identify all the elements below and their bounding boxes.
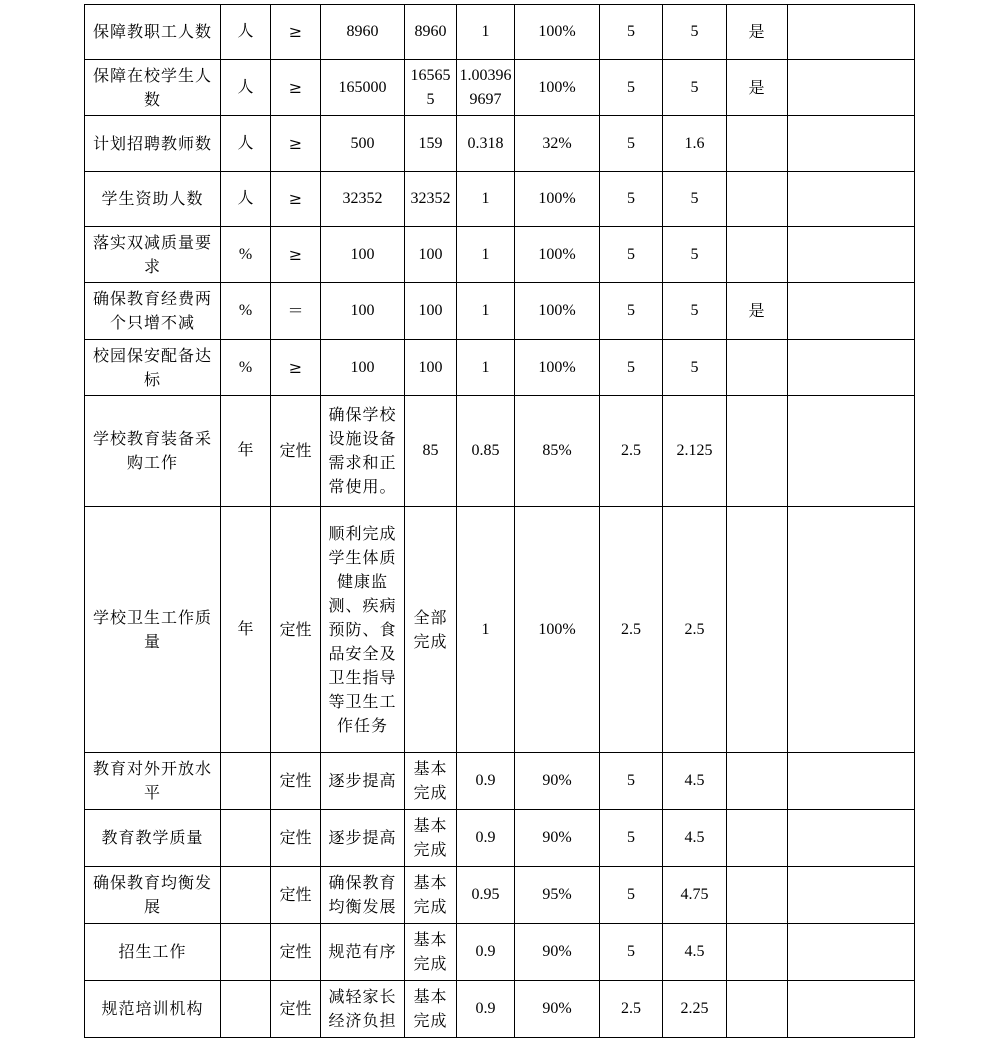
score-cell: 5 bbox=[663, 172, 727, 227]
note-cell bbox=[788, 227, 915, 283]
unit-cell: 人 bbox=[221, 60, 271, 116]
completion-rate-cell: 100% bbox=[515, 172, 600, 227]
flag-cell: 是 bbox=[727, 60, 788, 116]
completion-ratio-cell: 1 bbox=[457, 227, 515, 283]
indicator-name-cell: 确保教育均衡发展 bbox=[85, 867, 221, 924]
score-cell: 5 bbox=[663, 5, 727, 60]
weight-cell: 5 bbox=[600, 172, 663, 227]
table-body bbox=[85, 5, 915, 1038]
unit-cell: 人 bbox=[221, 5, 271, 60]
operator-cell: ≥ bbox=[271, 60, 321, 116]
score-cell: 4.5 bbox=[663, 924, 727, 981]
operator-cell: ≥ bbox=[271, 5, 321, 60]
actual-value-cell: 32352 bbox=[405, 172, 457, 227]
actual-value-cell: 全部完成 bbox=[405, 507, 457, 753]
completion-ratio-cell: 0.9 bbox=[457, 981, 515, 1038]
weight-cell: 5 bbox=[600, 5, 663, 60]
table-row bbox=[85, 283, 915, 340]
completion-rate-cell: 90% bbox=[515, 924, 600, 981]
target-value-cell: 165000 bbox=[321, 60, 405, 116]
score-cell: 4.5 bbox=[663, 753, 727, 810]
table-row bbox=[85, 172, 915, 227]
target-value-cell: 确保教育均衡发展 bbox=[321, 867, 405, 924]
unit-cell bbox=[221, 753, 271, 810]
note-cell bbox=[788, 396, 915, 507]
table-row bbox=[85, 227, 915, 283]
unit-cell bbox=[221, 867, 271, 924]
completion-ratio-cell: 1 bbox=[457, 5, 515, 60]
indicator-name-cell: 学校卫生工作质量 bbox=[85, 507, 221, 753]
completion-rate-cell: 95% bbox=[515, 867, 600, 924]
target-value-cell: 32352 bbox=[321, 172, 405, 227]
completion-ratio-cell: 1 bbox=[457, 340, 515, 396]
table-row bbox=[85, 981, 915, 1038]
weight-cell: 5 bbox=[600, 867, 663, 924]
note-cell bbox=[788, 507, 915, 753]
operator-cell: 定性 bbox=[271, 753, 321, 810]
completion-rate-cell: 90% bbox=[515, 810, 600, 867]
unit-cell: % bbox=[221, 227, 271, 283]
indicator-name-cell: 规范培训机构 bbox=[85, 981, 221, 1038]
indicator-name-cell: 保障在校学生人数 bbox=[85, 60, 221, 116]
indicator-name-cell: 学生资助人数 bbox=[85, 172, 221, 227]
actual-value-cell: 基本完成 bbox=[405, 924, 457, 981]
score-cell: 4.75 bbox=[663, 867, 727, 924]
table-row bbox=[85, 60, 915, 116]
unit-cell: % bbox=[221, 283, 271, 340]
completion-ratio-cell: 0.9 bbox=[457, 753, 515, 810]
weight-cell: 5 bbox=[600, 810, 663, 867]
actual-value-cell: 159 bbox=[405, 116, 457, 172]
unit-cell bbox=[221, 810, 271, 867]
table-row bbox=[85, 924, 915, 981]
operator-cell: 定性 bbox=[271, 396, 321, 507]
actual-value-cell: 100 bbox=[405, 283, 457, 340]
completion-rate-cell: 100% bbox=[515, 340, 600, 396]
operator-cell: 定性 bbox=[271, 867, 321, 924]
weight-cell: 5 bbox=[600, 283, 663, 340]
table-row bbox=[85, 116, 915, 172]
indicator-name-cell: 计划招聘教师数 bbox=[85, 116, 221, 172]
unit-cell: 年 bbox=[221, 507, 271, 753]
actual-value-cell: 85 bbox=[405, 396, 457, 507]
flag-cell bbox=[727, 507, 788, 753]
note-cell bbox=[788, 981, 915, 1038]
actual-value-cell: 基本完成 bbox=[405, 753, 457, 810]
note-cell bbox=[788, 340, 915, 396]
note-cell bbox=[788, 283, 915, 340]
score-cell: 5 bbox=[663, 60, 727, 116]
flag-cell bbox=[727, 753, 788, 810]
target-value-cell: 减轻家长经济负担 bbox=[321, 981, 405, 1038]
completion-rate-cell: 90% bbox=[515, 981, 600, 1038]
unit-cell: 人 bbox=[221, 116, 271, 172]
operator-cell: ≥ bbox=[271, 116, 321, 172]
completion-rate-cell: 100% bbox=[515, 60, 600, 116]
unit-cell bbox=[221, 924, 271, 981]
weight-cell: 5 bbox=[600, 753, 663, 810]
weight-cell: 5 bbox=[600, 116, 663, 172]
completion-rate-cell: 32% bbox=[515, 116, 600, 172]
flag-cell bbox=[727, 810, 788, 867]
weight-cell: 2.5 bbox=[600, 981, 663, 1038]
target-value-cell: 逐步提高 bbox=[321, 810, 405, 867]
weight-cell: 5 bbox=[600, 227, 663, 283]
operator-cell: ≥ bbox=[271, 340, 321, 396]
operator-cell: ≥ bbox=[271, 227, 321, 283]
unit-cell: % bbox=[221, 340, 271, 396]
note-cell bbox=[788, 867, 915, 924]
completion-rate-cell: 100% bbox=[515, 227, 600, 283]
actual-value-cell: 基本完成 bbox=[405, 810, 457, 867]
note-cell bbox=[788, 60, 915, 116]
completion-ratio-cell: 1 bbox=[457, 172, 515, 227]
target-value-cell: 100 bbox=[321, 227, 405, 283]
operator-cell: 定性 bbox=[271, 981, 321, 1038]
table-row bbox=[85, 340, 915, 396]
target-value-cell: 确保学校设施设备需求和正常使用。 bbox=[321, 396, 405, 507]
flag-cell bbox=[727, 924, 788, 981]
table-row bbox=[85, 810, 915, 867]
unit-cell: 年 bbox=[221, 396, 271, 507]
completion-ratio-cell: 1 bbox=[457, 283, 515, 340]
completion-ratio-cell: 0.95 bbox=[457, 867, 515, 924]
target-value-cell: 规范有序 bbox=[321, 924, 405, 981]
completion-rate-cell: 90% bbox=[515, 753, 600, 810]
indicator-name-cell: 招生工作 bbox=[85, 924, 221, 981]
weight-cell: 5 bbox=[600, 60, 663, 116]
actual-value-cell: 基本完成 bbox=[405, 867, 457, 924]
actual-value-cell: 100 bbox=[405, 227, 457, 283]
completion-rate-cell: 100% bbox=[515, 507, 600, 753]
performance-indicator-table bbox=[84, 4, 915, 1038]
completion-ratio-cell: 1.003969697 bbox=[457, 60, 515, 116]
flag-cell bbox=[727, 116, 788, 172]
table-row bbox=[85, 867, 915, 924]
indicator-name-cell: 教育对外开放水平 bbox=[85, 753, 221, 810]
target-value-cell: 100 bbox=[321, 283, 405, 340]
operator-cell: 定性 bbox=[271, 810, 321, 867]
weight-cell: 5 bbox=[600, 924, 663, 981]
flag-cell bbox=[727, 981, 788, 1038]
score-cell: 2.125 bbox=[663, 396, 727, 507]
completion-rate-cell: 100% bbox=[515, 283, 600, 340]
unit-cell bbox=[221, 981, 271, 1038]
score-cell: 1.6 bbox=[663, 116, 727, 172]
operator-cell: ≥ bbox=[271, 172, 321, 227]
weight-cell: 2.5 bbox=[600, 507, 663, 753]
note-cell bbox=[788, 924, 915, 981]
indicator-name-cell: 保障教职工人数 bbox=[85, 5, 221, 60]
target-value-cell: 8960 bbox=[321, 5, 405, 60]
indicator-name-cell: 学校教育装备采购工作 bbox=[85, 396, 221, 507]
flag-cell bbox=[727, 867, 788, 924]
score-cell: 4.5 bbox=[663, 810, 727, 867]
table-row bbox=[85, 5, 915, 60]
score-cell: 5 bbox=[663, 340, 727, 396]
score-cell: 5 bbox=[663, 227, 727, 283]
actual-value-cell: 8960 bbox=[405, 5, 457, 60]
target-value-cell: 顺利完成学生体质健康监测、疾病预防、食品安全及卫生指导等卫生工作任务 bbox=[321, 507, 405, 753]
operator-cell: 定性 bbox=[271, 924, 321, 981]
score-cell: 5 bbox=[663, 283, 727, 340]
actual-value-cell: 165655 bbox=[405, 60, 457, 116]
target-value-cell: 500 bbox=[321, 116, 405, 172]
actual-value-cell: 基本完成 bbox=[405, 981, 457, 1038]
target-value-cell: 逐步提高 bbox=[321, 753, 405, 810]
completion-ratio-cell: 1 bbox=[457, 507, 515, 753]
note-cell bbox=[788, 5, 915, 60]
flag-cell: 是 bbox=[727, 283, 788, 340]
score-cell: 2.5 bbox=[663, 507, 727, 753]
score-cell: 2.25 bbox=[663, 981, 727, 1038]
target-value-cell: 100 bbox=[321, 340, 405, 396]
note-cell bbox=[788, 116, 915, 172]
completion-ratio-cell: 0.9 bbox=[457, 924, 515, 981]
flag-cell bbox=[727, 340, 788, 396]
indicator-name-cell: 确保教育经费两个只增不减 bbox=[85, 283, 221, 340]
flag-cell bbox=[727, 172, 788, 227]
note-cell bbox=[788, 753, 915, 810]
actual-value-cell: 100 bbox=[405, 340, 457, 396]
weight-cell: 5 bbox=[600, 340, 663, 396]
weight-cell: 2.5 bbox=[600, 396, 663, 507]
flag-cell bbox=[727, 227, 788, 283]
note-cell bbox=[788, 172, 915, 227]
completion-rate-cell: 100% bbox=[515, 5, 600, 60]
flag-cell bbox=[727, 396, 788, 507]
unit-cell: 人 bbox=[221, 172, 271, 227]
indicator-name-cell: 落实双减质量要求 bbox=[85, 227, 221, 283]
indicator-name-cell: 校园保安配备达标 bbox=[85, 340, 221, 396]
completion-ratio-cell: 0.9 bbox=[457, 810, 515, 867]
operator-cell: 定性 bbox=[271, 507, 321, 753]
table-row bbox=[85, 753, 915, 810]
table-row bbox=[85, 396, 915, 507]
completion-ratio-cell: 0.85 bbox=[457, 396, 515, 507]
indicator-name-cell: 教育教学质量 bbox=[85, 810, 221, 867]
operator-cell: ＝ bbox=[271, 283, 321, 340]
completion-ratio-cell: 0.318 bbox=[457, 116, 515, 172]
note-cell bbox=[788, 810, 915, 867]
completion-rate-cell: 85% bbox=[515, 396, 600, 507]
table-row bbox=[85, 507, 915, 753]
flag-cell: 是 bbox=[727, 5, 788, 60]
